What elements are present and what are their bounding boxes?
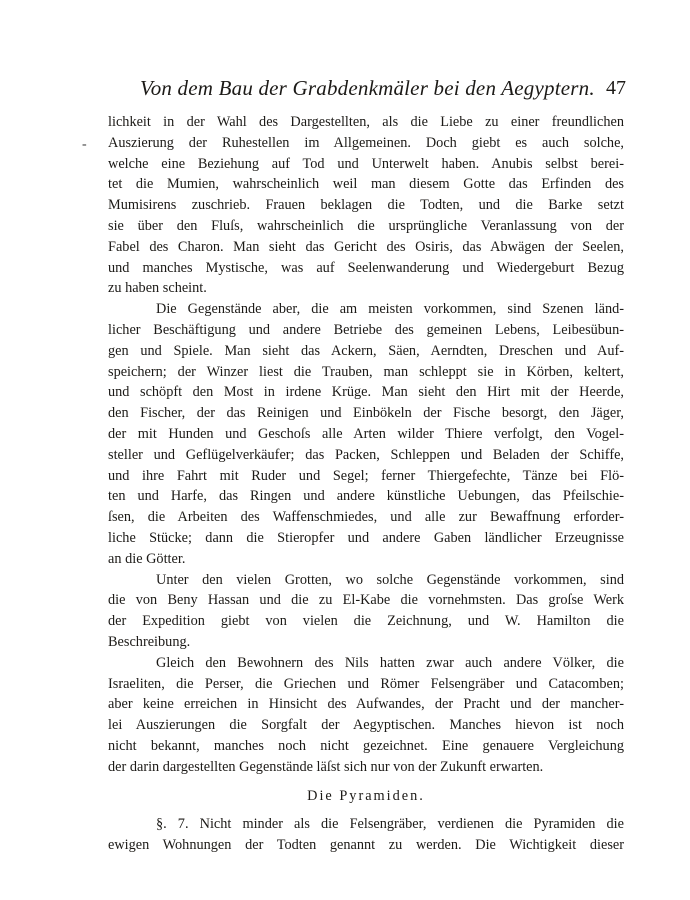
paragraph-start: Unter den vielen Grotten, wo solche Gegenstände vorkommen, sind	[156, 571, 624, 588]
text-line: Fabel des Charon. Man sieht das Gericht des Osiris, das Abwägen der Seelen,	[108, 238, 624, 255]
page-header	[140, 76, 630, 106]
running-title: Von dem Bau der Grabdenkmäler bei den Aegyptern.	[140, 76, 595, 100]
text-line: und ihre Fahrt mit Ruder und Segel; ferner Thiergefechte, Tänze bei Flö-	[108, 467, 624, 484]
text-line: der Expedition giebt von vielen die Zeichnung, und W. Hamilton die	[108, 613, 624, 630]
text-line: Auszierung der Ruhestellen im Allgemeinen. Doch giebt es auch solche,	[108, 134, 624, 151]
text-line: nicht bekannt, manches noch nicht gezeichnet. Eine genauere Vergleichung	[108, 737, 624, 754]
text-line: steller und Geflügelverkäufer; das Packen, Schleppen und Beladen der Schiffe,	[108, 446, 624, 463]
text-line: lei Auszierungen die Sorgfalt der Aegyptischen. Manches hievon ist noch	[108, 717, 624, 734]
text-line: den Fischer, der das Reinigen und Einbökeln der Fische besorgt, den Jäger,	[108, 405, 624, 422]
page-number: 47	[606, 77, 626, 99]
text-line: sie über den Fluſs, wahrscheinlich die ursprüngliche Veranlassung von der	[108, 217, 624, 234]
text-line: der mit Hunden und Geschoſs alle Arten wilder Thiere verfolgt, den Vogel-	[108, 425, 624, 442]
text-line: licher Beschäftigung und andere Betriebe des gemeinen Lebens, Leibesübun-	[108, 321, 624, 338]
text-line: welche eine Beziehung auf Tod und Unterwelt haben. Anubis selbst berei-	[108, 155, 624, 172]
text-line: lichkeit in der Wahl des Dargestellten, als die Liebe zu einer freundlichen	[108, 114, 624, 130]
text-line: zu haben scheint.	[108, 280, 207, 297]
text-line: die von Beny Hassan und die zu El-Kabe die vornehmsten. Das groſse Werk	[108, 592, 624, 609]
text-line: gen und Spiele. Man sieht das Ackern, Säen, Aerndten, Dreschen und Auf-	[108, 342, 624, 359]
text-line: ewigen Wohnungen der Todten genannt zu werden. Die Wichtigkeit dieser	[108, 837, 624, 854]
body-text	[108, 112, 624, 856]
text-line: der darin dargestellten Gegenstände läſst sich nur von der Zukunft erwarten.	[108, 758, 544, 775]
text-line: ten und Harfe, das Ringen und andere künstliche Uebungen, das Pfeilschie-	[108, 488, 624, 505]
section-heading: Die Pyramiden.	[307, 787, 425, 804]
text-line: und schöpft den Most in irdene Krüge. Man sieht den Hirt mit der Heerde,	[108, 384, 624, 401]
text-line: speichern; der Winzer liest die Trauben, man schleppt sie in Körben, keltert,	[108, 363, 624, 380]
paragraph-start: §. 7. Nicht minder als die Felsengräber, verdienen die Pyramiden die	[156, 816, 624, 833]
margin-mark: -	[82, 137, 87, 152]
text-line: aber keine erreichen in Hinsicht des Aufwandes, der Pracht und der mancher-	[108, 696, 624, 713]
text-line: liche Stücke; dann die Stieropfer und andere Gaben ländlicher Erzeugnisse	[108, 529, 624, 546]
text-line: Israeliten, die Perser, die Griechen und Römer Felsengräber und Catacomben;	[108, 675, 624, 692]
text-line: ſsen, die Arbeiten des Waffenschmiedes, und alle zur Bewaffnung erforder-	[108, 509, 624, 526]
text-line: und manches Mystische, was auf Seelenwanderung und Wiedergeburt Bezug	[108, 259, 624, 276]
text-line: tet die Mumien, wahrscheinlich weil man diesem Gotte das Erfinden des	[108, 176, 624, 193]
text-line: an die Götter.	[108, 550, 186, 567]
text-line: Beschreibung.	[108, 633, 191, 650]
paragraph-start: Gleich den Bewohnern des Nils hatten zwar auch andere Völker, die	[156, 654, 624, 671]
paragraph-start: Die Gegenstände aber, die am meisten vorkommen, sind Szenen länd-	[156, 301, 624, 318]
text-line: Mumisirens zuschrieb. Frauen beklagen die Todten, und die Barke setzt	[108, 197, 624, 214]
